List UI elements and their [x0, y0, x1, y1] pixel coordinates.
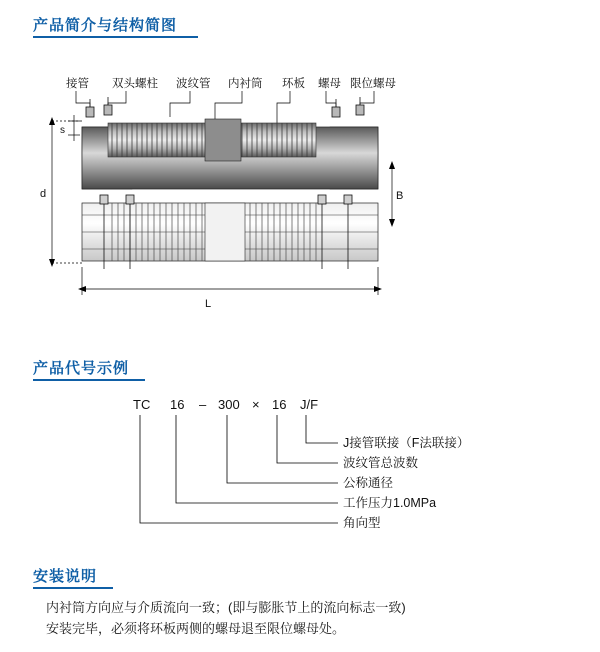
- code-description-4: 角向型: [343, 516, 381, 530]
- code-token-3: 300: [218, 397, 240, 412]
- callout-label-3: 内衬筒: [228, 78, 263, 90]
- code-token-0: TC: [133, 397, 151, 412]
- code-description-1: 波纹管总波数: [343, 456, 419, 470]
- code-token-1: 16: [170, 397, 185, 412]
- product-structure-diagram: [0, 55, 600, 345]
- callout-label-2: 波纹管: [176, 78, 211, 90]
- section-title-product-intro: 产品简介与结构简图: [33, 17, 178, 34]
- code-leader-lines: [140, 415, 338, 523]
- install-note-line: 安装完毕，必须将环板两侧的螺母退至限位螺母处。: [46, 621, 346, 636]
- callout-label-0: 接管: [66, 78, 89, 90]
- callout-label-4: 环板: [282, 78, 305, 90]
- code-descriptions: [343, 435, 469, 530]
- product-code-example-diagram: [0, 395, 600, 555]
- dimension-s: [68, 115, 80, 141]
- dimension-d: [49, 117, 82, 267]
- install-notes: [46, 597, 566, 639]
- code-token-2: –: [199, 397, 207, 412]
- code-token-4: ×: [252, 397, 260, 412]
- section-underline-1: [33, 36, 198, 38]
- code-description-3: 工作压力1.0MPa: [343, 496, 437, 510]
- code-tokens: [133, 397, 318, 412]
- callout-label-6: 限位螺母: [350, 78, 396, 90]
- code-token-6: J/F: [300, 397, 319, 412]
- upper-assembly: [82, 97, 378, 189]
- section-underline-2: [33, 379, 145, 381]
- dimension-L: [78, 267, 382, 295]
- stud-bolt-right: [332, 97, 364, 117]
- section-underline-3: [33, 587, 113, 589]
- callout-label-1: 双头螺柱: [112, 78, 158, 90]
- code-token-5: 16: [272, 397, 287, 412]
- lower-assembly: [82, 195, 378, 269]
- stud-bolt-left: [86, 97, 112, 117]
- section-title-install-notes: 安装说明: [33, 568, 98, 585]
- dimension-B: [389, 161, 395, 227]
- dimension-label-d: d: [40, 188, 47, 200]
- dimension-label-s: s: [60, 125, 65, 136]
- dimension-label-B: B: [396, 190, 404, 202]
- code-description-0: J接管联接（F法联接）: [343, 436, 470, 450]
- section-title-code-example: 产品代号示例: [33, 360, 130, 377]
- dimension-label-L: L: [205, 298, 212, 310]
- figure-callout-labels: [66, 76, 396, 90]
- code-description-2: 公称通径: [343, 476, 394, 490]
- install-note-line: 内衬筒方向应与介质流向一致；(即与膨胀节上的流向标志一致): [46, 600, 406, 615]
- callout-label-5: 螺母: [318, 78, 341, 90]
